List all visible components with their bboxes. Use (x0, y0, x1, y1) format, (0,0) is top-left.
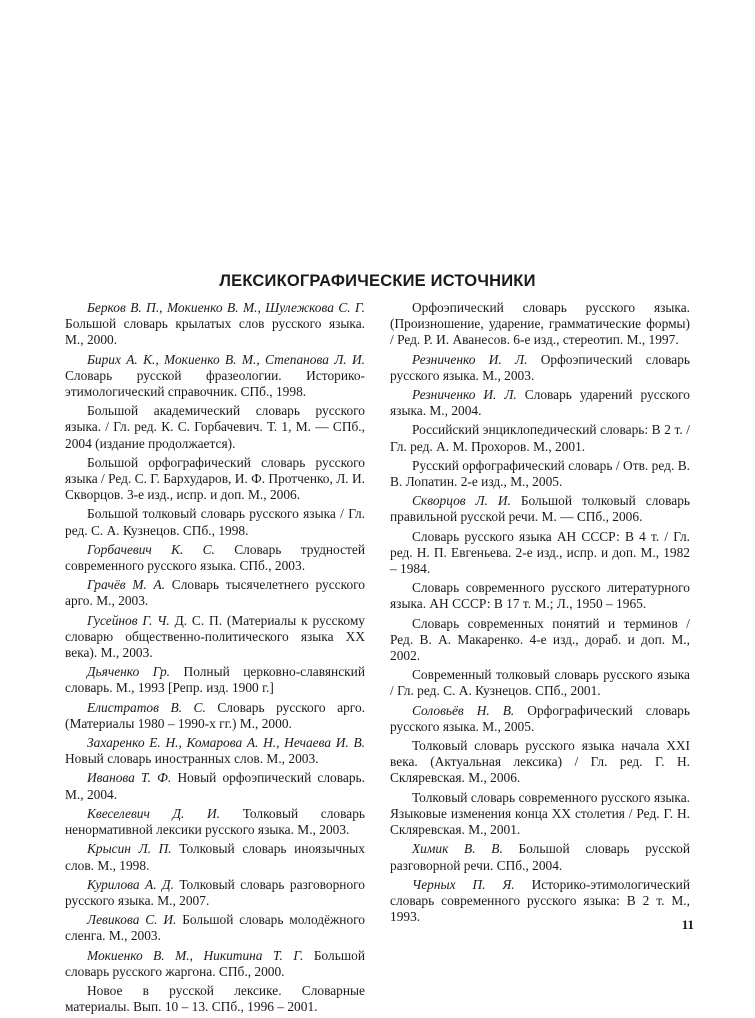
bibliography-entry (65, 948, 365, 980)
entry-author: Дьяченко Гр. (87, 664, 171, 680)
entry-text: Орфографический словарь русского языка. М., 2005. (390, 702, 690, 734)
entry-author: Левикова С. И. (87, 912, 177, 928)
bibliography-entry (65, 506, 365, 538)
entry-text: Большой словарь русской разговорной речи. СПб., 2004. (390, 841, 690, 873)
bibliography-entry (390, 703, 690, 735)
bibliography-entry (390, 422, 690, 454)
bibliography-entry (65, 664, 365, 696)
bibliography-entry (390, 580, 690, 612)
bibliography-entry (390, 458, 690, 490)
entry-text: Толковый словарь современного русского языка. Языковые изменения конца XX столетия / Ред. Г. Н. Скляревская. М., 2001. (390, 789, 690, 838)
entry-text: Большой словарь молодёжного сленга. М., 2003. (65, 912, 365, 944)
bibliography-entry (390, 352, 690, 384)
entry-author: Иванова Т. Ф. (87, 770, 172, 786)
entry-text: Словарь трудностей современного русского языка. СПб., 2003. (65, 541, 365, 574)
bibliography-entry (65, 455, 365, 504)
entry-author: Скворцов Л. И. (412, 493, 511, 509)
bibliography-entry (65, 806, 365, 838)
bibliography-entry (390, 738, 690, 787)
entry-text: Словарь русской фразеологии. Историко-этимологический справочник. СПб., 1998. (65, 367, 365, 400)
entry-text: Новый словарь иностранных слов. М., 2003. (65, 751, 319, 767)
bibliography-entry (65, 700, 365, 732)
entry-author: Крысин Л. П. (87, 841, 172, 857)
entry-author: Горбачевич К. С. (87, 541, 215, 557)
entry-text: Толковый словарь иноязычных слов. М., 1998. (65, 841, 365, 873)
entry-text: Полный церковно-славянский словарь. М., 1993 [Репр. изд. 1900 г.] (65, 664, 366, 696)
entry-author: Химик В. В. (412, 841, 503, 857)
entry-author: Квеселевич Д. И. (87, 805, 221, 821)
entry-text: Словарь современного русского литературного языка. АН СССР: В 17 т. М.; Л., 1950 – 1965. (390, 580, 690, 612)
entry-text: Словарь ударений русского языка. М., 2004. (390, 387, 691, 419)
bibliography-entry (65, 300, 365, 349)
entry-text: Российский энциклопедический словарь: В 2 т. / Гл. ред. А. М. Прохоров. М., 2001. (390, 422, 690, 454)
bibliography-entry (390, 667, 690, 699)
bibliography-entry (65, 877, 365, 909)
entry-text: Русский орфографический словарь / Отв. ред. В. В. Лопатин. 2-е изд., М., 2005. (390, 457, 690, 490)
entry-text: Большой орфографический словарь русского языка / Ред. С. Г. Бархударов, И. Ф. Протченко, Л. И. Скворцов. 3-е изд., испр. и доп. М., 2006. (65, 454, 365, 503)
entry-author: Резниченко И. Л. (412, 387, 517, 403)
entry-text: Словарь современных понятий и терминов / Ред. В. А. Макаренко. 4-е изд., дораб. и доп. М., 2002. (390, 615, 690, 664)
entry-text: Орфоэпический словарь русского языка. М., 2003. (390, 351, 691, 383)
entry-text: Словарь русского арго. (Материалы 1980 – 1990-х гг.) М., 2000. (65, 699, 365, 731)
entry-author: Грачёв М. А. (87, 577, 166, 593)
bibliography-entry (390, 387, 690, 419)
entry-text: Толковый словарь разговорного русского языка. М., 2007. (65, 876, 365, 908)
page-number: 11 (681, 917, 694, 932)
bibliography-entry (65, 770, 365, 802)
entry-text: Большой академический словарь русского языка. / Гл. ред. К. С. Горбачевич. Т. 1, М. — СПб., 2004 (издание продолжается). (65, 403, 365, 451)
entry-author: Черных П. Я. (412, 876, 515, 892)
bibliography-entry (65, 983, 365, 1015)
entry-author: Резниченко И. Л. (412, 351, 528, 367)
bibliography-entry (65, 735, 365, 767)
bibliography-entry (65, 912, 365, 944)
entry-text: Словарь русского языка АН СССР: В 4 т. / Гл. ред. Н. П. Евгеньева. 2-е изд., испр. и доп. М., 1982 – 1984. (390, 528, 690, 577)
entry-author: Бирих А. К., Мокиенко В. М., Степанова Л. И. (87, 351, 365, 367)
bibliography-entry (390, 493, 690, 525)
entry-text: Толковый словарь русского языка начала XXI века. (Актуальная лексика) / Гл. ред. Г. Н. Скляревская. М., 2006. (390, 738, 690, 786)
bibliography-entry (65, 403, 365, 452)
entry-author: Гусейнов Г. Ч. (87, 612, 170, 628)
bibliography-entry (390, 616, 690, 665)
entry-text: Орфоэпический словарь русского языка. (Произношение, ударение, грамматические формы) / Ред. Р. И. Аванесов. 6-е изд., стереотип. М., 1997. (390, 300, 690, 348)
bibliography-entry (65, 352, 365, 401)
entry-text: Новый орфоэпический словарь. М., 2004. (65, 770, 365, 802)
bibliography-entry (390, 877, 690, 926)
entry-text: Большой словарь крылатых слов русского языка. М., 2000. (65, 316, 365, 348)
bibliography-entry (390, 529, 690, 578)
entry-author: Захаренко Е. Н., Комарова А. Н., Нечаева И. В. (87, 735, 365, 751)
entry-author: Мокиенко В. М., Никитина Т. Г. (87, 947, 304, 963)
right-column (390, 300, 690, 928)
bibliography-entry (65, 613, 365, 662)
entry-author: Берков В. П., Мокиенко В. М., Шулежкова С. Г. (87, 300, 365, 315)
bibliography-entry (390, 841, 690, 873)
bibliography-entry (390, 300, 690, 349)
entry-text: Большой толковый словарь правильной русской речи. М. — СПб., 2006. (390, 493, 690, 525)
page-title: ЛЕКСИКОГРАФИЧЕСКИЕ ИСТОЧНИКИ (219, 272, 536, 290)
left-column (65, 300, 365, 1018)
entry-text: Новое в русской лексике. Словарные материалы. Вып. 10 – 13. СПб., 1996 – 2001. (65, 982, 365, 1015)
bibliography-entry (65, 841, 365, 873)
entry-text: Толковый словарь ненормативной лексики русского языка. М., 2003. (65, 805, 365, 838)
bibliography-entry (390, 790, 690, 839)
bibliography-entry (65, 577, 365, 609)
entry-author: Елистратов В. С. (87, 699, 206, 715)
bibliography-entry (65, 542, 365, 574)
entry-author: Курилова А. Д. (87, 876, 174, 892)
entry-text: Д. С. П. (Материалы к русскому словарю общественно-политического языка XX века). М., 2003. (65, 612, 365, 661)
entry-text: Историко-этимологический словарь современного русского языка: В 2 т. М., 1993. (390, 876, 690, 925)
entry-author: Соловьёв Н. В. (412, 702, 515, 718)
entry-text: Большой толковый словарь русского языка / Гл. ред. С. А. Кузнецов. СПб., 1998. (65, 506, 365, 538)
entry-text: Словарь тысячелетнего русского арго. М., 2003. (65, 577, 365, 609)
entry-text: Современный толковый словарь русского языка / Гл. ред. С. А. Кузнецов. СПб., 2001. (390, 667, 690, 699)
entry-text: Большой словарь русского жаргона. СПб., 2000. (65, 947, 365, 979)
